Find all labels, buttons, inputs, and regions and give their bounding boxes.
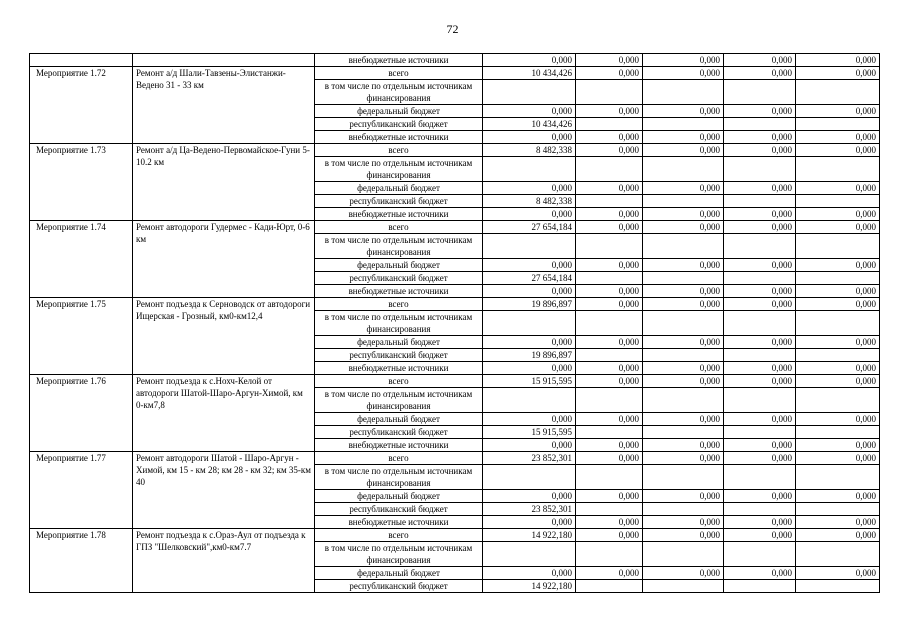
- amount-cell: [483, 542, 576, 567]
- amount-cell: 0,000: [724, 567, 796, 580]
- funding-source-cell: республиканский бюджет: [315, 349, 483, 362]
- funding-source-cell: внебюджетные источники: [315, 208, 483, 221]
- amount-cell: [643, 349, 724, 362]
- amount-cell: [643, 426, 724, 439]
- amount-cell: [483, 388, 576, 413]
- amount-cell: 0,000: [643, 54, 724, 67]
- amount-cell: 23 852,301: [483, 452, 576, 465]
- funding-source-cell: внебюджетные источники: [315, 439, 483, 452]
- amount-cell: 0,000: [576, 208, 643, 221]
- funding-source-cell: всего: [315, 375, 483, 388]
- amount-cell: 0,000: [796, 567, 880, 580]
- amount-cell: 0,000: [796, 131, 880, 144]
- amount-cell: [796, 80, 880, 105]
- amount-cell: 0,000: [724, 516, 796, 529]
- amount-cell: 0,000: [643, 105, 724, 118]
- amount-cell: [643, 272, 724, 285]
- amount-cell: 0,000: [483, 259, 576, 272]
- amount-cell: 0,000: [576, 259, 643, 272]
- funding-source-cell: федеральный бюджет: [315, 413, 483, 426]
- amount-cell: 0,000: [576, 490, 643, 503]
- measure-description-cell: Ремонт а/д Ца-Ведено-Первомайское-Гуни 5-10.2 км: [133, 144, 315, 221]
- amount-cell: [576, 195, 643, 208]
- table-row: [30, 529, 880, 542]
- amount-cell: 0,000: [724, 439, 796, 452]
- amount-cell: [643, 388, 724, 413]
- amount-cell: [483, 234, 576, 259]
- amount-cell: 0,000: [724, 413, 796, 426]
- funding-source-cell: республиканский бюджет: [315, 118, 483, 131]
- funding-source-cell: федеральный бюджет: [315, 490, 483, 503]
- funding-source-cell: в том числе по отдельным источникам финансирования: [315, 80, 483, 105]
- amount-cell: 0,000: [643, 208, 724, 221]
- funding-source-cell: внебюджетные источники: [315, 516, 483, 529]
- amount-cell: 0,000: [796, 298, 880, 311]
- amount-cell: 0,000: [724, 67, 796, 80]
- amount-cell: [576, 311, 643, 336]
- amount-cell: [724, 465, 796, 490]
- amount-cell: 10 434,426: [483, 118, 576, 131]
- measure-description-cell: Ремонт автодороги Шатой - Шаро-Аргун - Химой, км 15 - км 28; км 28 - км 32; км 35-км 40: [133, 452, 315, 529]
- table-row: [30, 54, 880, 67]
- amount-cell: 0,000: [483, 490, 576, 503]
- amount-cell: 0,000: [724, 375, 796, 388]
- amount-cell: 0,000: [643, 516, 724, 529]
- amount-cell: 0,000: [576, 182, 643, 195]
- amount-cell: 0,000: [796, 144, 880, 157]
- funding-source-cell: внебюджетные источники: [315, 54, 483, 67]
- amount-cell: 0,000: [724, 490, 796, 503]
- amount-cell: 0,000: [796, 182, 880, 195]
- amount-cell: [576, 272, 643, 285]
- amount-cell: [724, 80, 796, 105]
- amount-cell: [576, 388, 643, 413]
- funding-source-cell: федеральный бюджет: [315, 567, 483, 580]
- measure-description-cell: Ремонт подъезда к Серноводск от автодороги Ищерская - Грозный, км0-км12,4: [133, 298, 315, 375]
- amount-cell: [796, 311, 880, 336]
- amount-cell: 0,000: [576, 105, 643, 118]
- amount-cell: 0,000: [796, 529, 880, 542]
- amount-cell: [796, 118, 880, 131]
- amount-cell: 0,000: [643, 144, 724, 157]
- funding-source-cell: федеральный бюджет: [315, 182, 483, 195]
- amount-cell: 0,000: [724, 131, 796, 144]
- amount-cell: [576, 157, 643, 182]
- amount-cell: [724, 542, 796, 567]
- amount-cell: 15 915,595: [483, 426, 576, 439]
- amount-cell: 0,000: [483, 567, 576, 580]
- amount-cell: [483, 311, 576, 336]
- amount-cell: [483, 80, 576, 105]
- amount-cell: 0,000: [643, 439, 724, 452]
- amount-cell: [576, 465, 643, 490]
- funding-source-cell: в том числе по отдельным источникам финансирования: [315, 388, 483, 413]
- amount-cell: [576, 234, 643, 259]
- funding-source-cell: республиканский бюджет: [315, 580, 483, 593]
- amount-cell: [576, 503, 643, 516]
- measure-id-cell: Мероприятие 1.73: [30, 144, 133, 221]
- funding-source-cell: федеральный бюджет: [315, 259, 483, 272]
- amount-cell: 0,000: [724, 259, 796, 272]
- amount-cell: 0,000: [796, 516, 880, 529]
- amount-cell: 0,000: [643, 490, 724, 503]
- amount-cell: [796, 580, 880, 593]
- funding-source-cell: в том числе по отдельным источникам финансирования: [315, 234, 483, 259]
- amount-cell: 0,000: [796, 452, 880, 465]
- table-row: [30, 375, 880, 388]
- amount-cell: [796, 426, 880, 439]
- amount-cell: 15 915,595: [483, 375, 576, 388]
- table-row: [30, 452, 880, 465]
- amount-cell: 19 896,897: [483, 298, 576, 311]
- amount-cell: [576, 349, 643, 362]
- funding-source-cell: в том числе по отдельным источникам финансирования: [315, 311, 483, 336]
- funding-source-cell: федеральный бюджет: [315, 105, 483, 118]
- amount-cell: 0,000: [724, 221, 796, 234]
- amount-cell: 0,000: [643, 567, 724, 580]
- amount-cell: 0,000: [796, 105, 880, 118]
- amount-cell: [724, 388, 796, 413]
- amount-cell: [796, 157, 880, 182]
- amount-cell: 0,000: [576, 516, 643, 529]
- amount-cell: [643, 503, 724, 516]
- amount-cell: 27 654,184: [483, 221, 576, 234]
- amount-cell: 8 482,338: [483, 144, 576, 157]
- amount-cell: 0,000: [796, 375, 880, 388]
- amount-cell: [643, 465, 724, 490]
- amount-cell: 0,000: [483, 439, 576, 452]
- amount-cell: [724, 349, 796, 362]
- amount-cell: [724, 311, 796, 336]
- funding-source-cell: республиканский бюджет: [315, 503, 483, 516]
- measure-id-cell: Мероприятие 1.77: [30, 452, 133, 529]
- funding-source-cell: в том числе по отдельным источникам финансирования: [315, 157, 483, 182]
- amount-cell: 0,000: [643, 259, 724, 272]
- amount-cell: 19 896,897: [483, 349, 576, 362]
- measure-description-cell: Ремонт автодороги Гудермес - Кади-Юрт, 0-6 км: [133, 221, 315, 298]
- amount-cell: [643, 580, 724, 593]
- funding-source-cell: республиканский бюджет: [315, 426, 483, 439]
- funding-source-cell: всего: [315, 144, 483, 157]
- amount-cell: 0,000: [576, 567, 643, 580]
- amount-cell: [643, 234, 724, 259]
- table-row: [30, 67, 880, 80]
- amount-cell: [724, 118, 796, 131]
- amount-cell: 0,000: [576, 452, 643, 465]
- amount-cell: 0,000: [483, 362, 576, 375]
- amount-cell: 0,000: [643, 285, 724, 298]
- amount-cell: 0,000: [576, 439, 643, 452]
- amount-cell: 0,000: [483, 182, 576, 195]
- amount-cell: [724, 503, 796, 516]
- amount-cell: 0,000: [576, 413, 643, 426]
- funding-source-cell: всего: [315, 298, 483, 311]
- page-number: 72: [446, 22, 459, 36]
- amount-cell: 0,000: [576, 336, 643, 349]
- amount-cell: 0,000: [724, 529, 796, 542]
- amount-cell: 0,000: [576, 67, 643, 80]
- amount-cell: 0,000: [483, 285, 576, 298]
- funding-source-cell: федеральный бюджет: [315, 336, 483, 349]
- measure-id-cell: Мероприятие 1.74: [30, 221, 133, 298]
- amount-cell: [796, 234, 880, 259]
- measure-id-cell: Мероприятие 1.72: [30, 67, 133, 144]
- amount-cell: 0,000: [724, 144, 796, 157]
- amount-cell: 0,000: [643, 452, 724, 465]
- amount-cell: 0,000: [724, 362, 796, 375]
- amount-cell: [796, 272, 880, 285]
- amount-cell: [796, 503, 880, 516]
- amount-cell: 8 482,338: [483, 195, 576, 208]
- amount-cell: [796, 465, 880, 490]
- amount-cell: 0,000: [724, 105, 796, 118]
- amount-cell: [643, 118, 724, 131]
- amount-cell: [796, 542, 880, 567]
- amount-cell: [576, 118, 643, 131]
- amount-cell: 0,000: [643, 413, 724, 426]
- empty-description-cell: [133, 54, 315, 67]
- funding-source-cell: республиканский бюджет: [315, 272, 483, 285]
- amount-cell: 0,000: [796, 362, 880, 375]
- amount-cell: 0,000: [796, 221, 880, 234]
- amount-cell: [724, 195, 796, 208]
- funding-source-cell: в том числе по отдельным источникам финансирования: [315, 542, 483, 567]
- table-row: [30, 221, 880, 234]
- amount-cell: 0,000: [724, 208, 796, 221]
- amount-cell: 0,000: [796, 336, 880, 349]
- funding-source-cell: внебюджетные источники: [315, 362, 483, 375]
- amount-cell: 14 922,180: [483, 529, 576, 542]
- amount-cell: 0,000: [796, 67, 880, 80]
- amount-cell: 0,000: [576, 285, 643, 298]
- funding-table: [29, 53, 880, 593]
- amount-cell: 0,000: [796, 54, 880, 67]
- amount-cell: [724, 234, 796, 259]
- amount-cell: 0,000: [796, 439, 880, 452]
- amount-cell: 23 852,301: [483, 503, 576, 516]
- amount-cell: 0,000: [796, 490, 880, 503]
- amount-cell: 0,000: [483, 131, 576, 144]
- funding-source-cell: в том числе по отдельным источникам финансирования: [315, 465, 483, 490]
- amount-cell: 0,000: [724, 54, 796, 67]
- amount-cell: 0,000: [724, 182, 796, 195]
- amount-cell: 0,000: [796, 208, 880, 221]
- amount-cell: 0,000: [796, 285, 880, 298]
- amount-cell: 0,000: [576, 375, 643, 388]
- amount-cell: 0,000: [483, 54, 576, 67]
- amount-cell: 0,000: [576, 362, 643, 375]
- amount-cell: 14 922,180: [483, 580, 576, 593]
- amount-cell: [796, 195, 880, 208]
- amount-cell: [643, 195, 724, 208]
- amount-cell: [643, 542, 724, 567]
- amount-cell: 0,000: [576, 529, 643, 542]
- amount-cell: [576, 426, 643, 439]
- funding-source-cell: республиканский бюджет: [315, 195, 483, 208]
- amount-cell: [643, 311, 724, 336]
- amount-cell: [724, 580, 796, 593]
- amount-cell: [643, 157, 724, 182]
- amount-cell: 0,000: [724, 298, 796, 311]
- amount-cell: 0,000: [576, 54, 643, 67]
- funding-source-cell: всего: [315, 67, 483, 80]
- amount-cell: 0,000: [724, 452, 796, 465]
- amount-cell: 10 434,426: [483, 67, 576, 80]
- measure-description-cell: Ремонт подъезда к с.Нохч-Келой от автодороги Шатой-Шаро-Аргун-Химой, км 0-км7,8: [133, 375, 315, 452]
- amount-cell: 0,000: [483, 208, 576, 221]
- amount-cell: [483, 465, 576, 490]
- funding-source-cell: внебюджетные источники: [315, 285, 483, 298]
- measure-id-cell: Мероприятие 1.78: [30, 529, 133, 593]
- funding-source-cell: всего: [315, 452, 483, 465]
- amount-cell: 0,000: [483, 413, 576, 426]
- amount-cell: [796, 349, 880, 362]
- amount-cell: 0,000: [576, 298, 643, 311]
- amount-cell: [643, 80, 724, 105]
- amount-cell: 0,000: [576, 221, 643, 234]
- amount-cell: [796, 388, 880, 413]
- amount-cell: [576, 580, 643, 593]
- amount-cell: 0,000: [643, 375, 724, 388]
- amount-cell: [724, 272, 796, 285]
- amount-cell: 0,000: [643, 362, 724, 375]
- amount-cell: 0,000: [643, 529, 724, 542]
- table-row: [30, 144, 880, 157]
- measure-description-cell: Ремонт а/д Шали-Тавзены-Элистанжи-Ведено 31 - 33 км: [133, 67, 315, 144]
- amount-cell: 0,000: [483, 336, 576, 349]
- measure-description-cell: Ремонт подъезда к с.Ораз-Аул от подъезда к ГПЗ "Шелковский",км0-км7.7: [133, 529, 315, 593]
- amount-cell: 0,000: [643, 221, 724, 234]
- measure-id-cell: Мероприятие 1.75: [30, 298, 133, 375]
- funding-source-cell: внебюджетные источники: [315, 131, 483, 144]
- table-row: [30, 298, 880, 311]
- amount-cell: 0,000: [643, 336, 724, 349]
- amount-cell: 0,000: [576, 144, 643, 157]
- amount-cell: 0,000: [643, 298, 724, 311]
- amount-cell: 27 654,184: [483, 272, 576, 285]
- amount-cell: [724, 157, 796, 182]
- empty-measure-cell: [30, 54, 133, 67]
- amount-cell: 0,000: [796, 259, 880, 272]
- amount-cell: [576, 542, 643, 567]
- amount-cell: 0,000: [724, 285, 796, 298]
- amount-cell: 0,000: [483, 105, 576, 118]
- measure-id-cell: Мероприятие 1.76: [30, 375, 133, 452]
- funding-source-cell: всего: [315, 529, 483, 542]
- amount-cell: 0,000: [724, 336, 796, 349]
- funding-source-cell: всего: [315, 221, 483, 234]
- amount-cell: 0,000: [576, 131, 643, 144]
- amount-cell: 0,000: [483, 516, 576, 529]
- amount-cell: [483, 157, 576, 182]
- amount-cell: [724, 426, 796, 439]
- amount-cell: 0,000: [643, 131, 724, 144]
- amount-cell: [576, 80, 643, 105]
- amount-cell: 0,000: [643, 67, 724, 80]
- amount-cell: 0,000: [643, 182, 724, 195]
- amount-cell: 0,000: [796, 413, 880, 426]
